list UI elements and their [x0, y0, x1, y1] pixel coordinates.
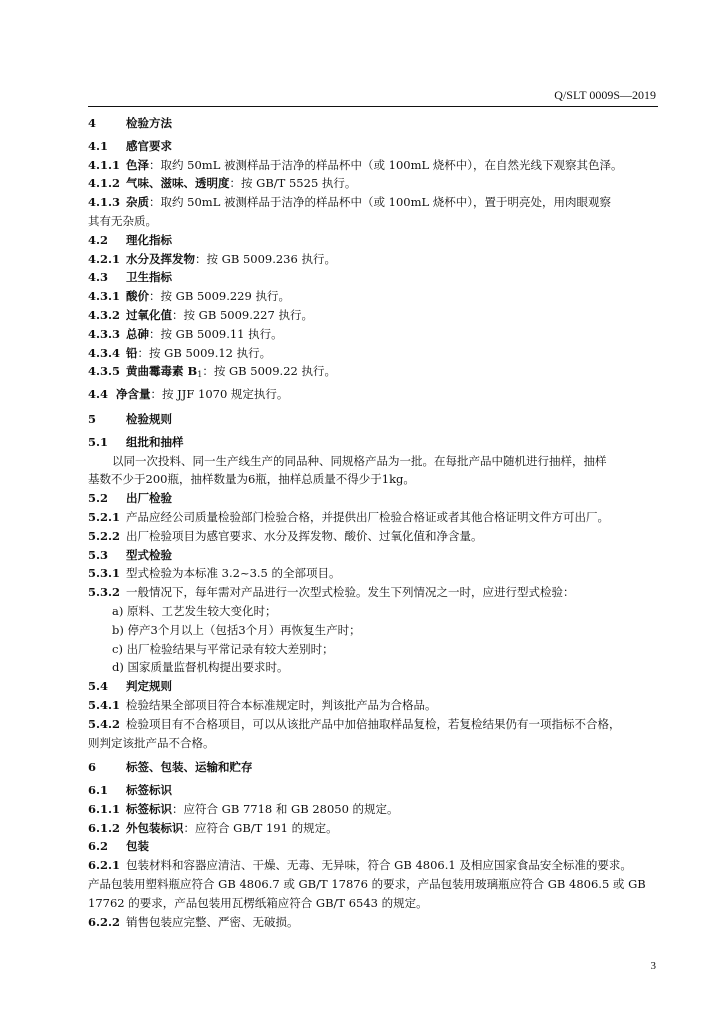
clause-5-3-1 [88, 564, 658, 583]
clause-label: 总砷 [126, 326, 149, 341]
clause-number: 5.3.1 [88, 566, 121, 581]
clause-title: 型式检验 [126, 547, 172, 562]
clause-number: 5.2.1 [88, 509, 121, 524]
clause-number: 4.4 [88, 387, 109, 402]
clause-label: 酸价 [126, 289, 149, 304]
clause-5-2-1 [88, 508, 658, 527]
clause-text: ：按 JJF 1070 规定执行。 [150, 387, 289, 402]
clause-5-2-2 [88, 527, 658, 546]
clause-title: 标签标识 [126, 783, 172, 798]
header-rule [88, 106, 658, 107]
clause-label: 黄曲霉毒素 B [126, 364, 198, 379]
clause-label: 水分及挥发物 [126, 251, 195, 266]
clause-number: 5.2 [88, 491, 109, 506]
clause-text: ：按 GB 5009.227 执行。 [172, 307, 313, 322]
clause-number: 6.2.1 [88, 858, 121, 873]
clause-5-1 [88, 433, 658, 452]
section-6-heading [88, 758, 658, 777]
section-title: 标签、包装、运输和贮存 [126, 760, 253, 775]
clause-4-2 [88, 231, 658, 250]
clause-label: 外包装标识 [126, 820, 184, 835]
clause-label: 净含量 [116, 387, 151, 402]
clause-4-3-3 [88, 325, 658, 344]
clause-5-4 [88, 677, 658, 696]
clause-number: 6.1.1 [88, 801, 121, 816]
clause-number: 4.1 [88, 138, 109, 153]
clause-text: 型式检验为本标准 3.2~3.5 的全部项目。 [126, 566, 341, 581]
clause-4-3 [88, 268, 658, 287]
list-item: d) 国家质量监督机构提出要求时。 [112, 660, 289, 675]
list-item: c) 出厂检验结果与平常记录有较大差别时； [112, 641, 334, 656]
clause-text: ：应符合 GB/T 191 的规定。 [183, 820, 338, 835]
clause-6-2-1-continued: 17762 的要求，产品包装用瓦楞纸箱应符合 GB/T 6543 的规定。 [88, 895, 428, 910]
clause-title: 出厂检验 [126, 491, 172, 506]
clause-number: 4.3.2 [88, 307, 121, 322]
clause-6-2 [88, 837, 658, 856]
clause-text: 产品应经公司质量检验部门检验合格，并提供出厂检验合格证或者其他合格证明文件方可出厂。 [126, 509, 609, 524]
clause-label: 过氧化值 [126, 307, 172, 322]
clause-6-1-1 [88, 800, 658, 819]
section-title: 检验规则 [126, 411, 172, 426]
clause-5-1-paragraph: 以同一次投料、同一生产线生产的同品种、同规格产品为一批。在每批产品中随机进行抽样，抽样 [112, 453, 607, 468]
clause-4-2-1 [88, 250, 658, 269]
clause-5-4-1 [88, 696, 658, 715]
clause-6-2-1 [88, 856, 658, 875]
clause-number: 5.4 [88, 679, 109, 694]
clause-text: ：按 GB 5009.22 执行。 [202, 364, 336, 379]
clause-text: 检验结果全部项目符合本标准规定时，判该批产品为合格品。 [126, 697, 437, 712]
clause-number: 4.2.1 [88, 251, 121, 266]
list-item: a) 原料、工艺发生较大变化时； [112, 603, 277, 618]
clause-label: 色泽 [126, 157, 149, 172]
clause-title: 理化指标 [126, 232, 172, 247]
clause-4-1-2 [88, 174, 658, 193]
clause-6-1 [88, 781, 658, 800]
clause-number: 4.3.4 [88, 345, 121, 360]
clause-5-4-2 [88, 715, 658, 734]
clause-4-1-3-continued: 其有无杂质。 [88, 213, 157, 228]
clause-number: 4.1.3 [88, 195, 121, 210]
clause-number: 5.4.2 [88, 716, 121, 731]
clause-label: 杂质 [126, 195, 149, 210]
clause-4-3-4 [88, 344, 658, 363]
standard-code: Q/SLT 0009S—2019 [554, 88, 656, 102]
clause-label: 气味、滋味、透明度 [126, 176, 230, 191]
section-number: 4 [88, 116, 97, 130]
clause-number: 4.1.2 [88, 176, 121, 191]
clause-number: 4.2 [88, 232, 109, 247]
clause-title: 判定规则 [126, 679, 172, 694]
clause-text: 包装材料和容器应清洁、干燥、无毒、无异味，符合 GB 4806.1 及相应国家食品安全标准的要求。 [126, 858, 632, 873]
clause-text: 一般情况下，每年需对产品进行一次型式检验。发生下列情况之一时，应进行型式检验： [126, 585, 575, 600]
clause-label: 标签标识 [126, 801, 172, 816]
section-title: 检验方法 [126, 116, 172, 130]
page-number: 3 [650, 960, 656, 972]
section-5-heading [88, 410, 658, 429]
clause-4-3-2 [88, 306, 658, 325]
clause-number: 5.3 [88, 547, 109, 562]
clause-number: 6.2 [88, 839, 109, 854]
clause-number: 4.3.3 [88, 326, 121, 341]
clause-number: 5.1 [88, 434, 109, 449]
clause-5-4-2-continued: 则判定该批产品不合格。 [88, 735, 215, 750]
clause-number: 5.2.2 [88, 528, 121, 543]
clause-text: ：按 GB 5009.229 执行。 [149, 289, 290, 304]
section-number: 6 [88, 760, 97, 775]
clause-4-3-5 [88, 362, 658, 385]
clause-number: 4.3 [88, 270, 109, 285]
clause-text: ：按 GB 5009.236 执行。 [195, 251, 336, 266]
clause-6-2-2 [88, 913, 658, 932]
clause-5-3 [88, 546, 658, 565]
clause-title: 卫生指标 [126, 270, 172, 285]
clause-number: 4.1.1 [88, 157, 121, 172]
clause-5-1-paragraph-continued: 基数不少于200瓶，抽样数量为6瓶，抽样总质量不得少于1kg。 [88, 472, 415, 487]
clause-4-3-1 [88, 287, 658, 306]
clause-title: 感官要求 [126, 138, 172, 153]
clause-label: 铅 [126, 345, 138, 360]
clause-text: ：取约 50mL 被测样品于洁净的样品杯中（或 100mL 烧杯中），置于明亮处，用肉眼观察 [149, 195, 612, 210]
clause-text: ：按 GB/T 5525 执行。 [229, 176, 357, 191]
clause-number: 4.3.1 [88, 289, 121, 304]
clause-text: 出厂检验项目为感官要求、水分及挥发物、酸价、过氧化值和净含量。 [126, 528, 483, 543]
clause-5-2 [88, 489, 658, 508]
clause-number: 4.3.5 [88, 364, 121, 379]
clause-text: ：应符合 GB 7718 和 GB 28050 的规定。 [172, 801, 399, 816]
clause-4-1-1 [88, 156, 658, 175]
document-body [88, 111, 658, 931]
clause-number: 6.1 [88, 783, 109, 798]
clause-4-4 [88, 385, 658, 404]
clause-4-1 [88, 137, 658, 156]
clause-text: ：按 GB 5009.12 执行。 [137, 345, 272, 360]
clause-text: ：取约 50mL 被测样品于洁净的样品杯中（或 100mL 烧杯中），在自然光线下观察其色泽。 [149, 157, 623, 172]
clause-title: 包装 [126, 839, 149, 854]
clause-text: 检验项目有不合格项目，可以从该批产品中加倍抽取样品复检，若复检结果仍有一项指标不合格， [126, 716, 621, 731]
clause-number: 6.2.2 [88, 914, 121, 929]
clause-title: 组批和抽样 [126, 434, 184, 449]
clause-text: ：按 GB 5009.11 执行。 [149, 326, 283, 341]
clause-number: 6.1.2 [88, 820, 121, 835]
subscript: 1 [197, 370, 203, 380]
clause-5-3-2 [88, 583, 658, 602]
clause-number: 5.4.1 [88, 697, 121, 712]
section-4-heading [88, 114, 658, 133]
clause-text: 销售包装应完整、严密、无破损。 [126, 914, 299, 929]
clause-6-2-1-continued: 产品包装用塑料瓶应符合 GB 4806.7 或 GB/T 17876 的要求，产品包装用玻璃瓶应符合 GB 4806.5 或 GB [88, 877, 646, 892]
clause-4-1-3 [88, 193, 658, 212]
section-number: 5 [88, 411, 97, 426]
list-item: b) 停产3个月以上（包括3个月）再恢复生产时； [112, 622, 361, 637]
clause-number: 5.3.2 [88, 585, 121, 600]
clause-6-1-2 [88, 819, 658, 838]
